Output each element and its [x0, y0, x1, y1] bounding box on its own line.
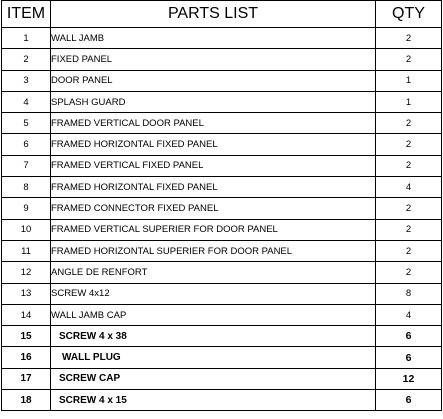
header-parts-list: PARTS LIST: [51, 1, 376, 28]
table-row: [2, 304, 442, 325]
item-number: 2: [2, 49, 51, 70]
table-row: [2, 91, 442, 112]
part-name: SCREW CAP: [51, 368, 376, 389]
part-qty: 6: [376, 347, 442, 368]
part-name: SCREW 4x12: [51, 283, 376, 304]
part-name: SCREW 4 x 15: [51, 390, 376, 411]
part-qty: 2: [376, 240, 442, 261]
part-name: FRAMED VERTICAL FIXED PANEL: [51, 155, 376, 176]
item-number: 11: [2, 240, 51, 261]
item-number: 15: [2, 326, 51, 347]
part-name: ANGLE DE RENFORT: [51, 262, 376, 283]
table-row: [2, 368, 442, 389]
item-number: 8: [2, 177, 51, 198]
table-row: [2, 155, 442, 176]
parts-list-table: [1, 0, 442, 411]
table-row: [2, 390, 442, 411]
header-item: ITEM: [2, 1, 51, 28]
table-row: [2, 326, 442, 347]
item-number: 4: [2, 91, 51, 112]
part-name: DOOR PANEL: [51, 70, 376, 91]
part-qty: 6: [376, 390, 442, 411]
part-qty: 4: [376, 304, 442, 325]
table-row: [2, 28, 442, 49]
item-number: 16: [2, 347, 51, 368]
part-qty: 2: [376, 49, 442, 70]
item-number: 10: [2, 219, 51, 240]
item-number: 13: [2, 283, 51, 304]
part-name: WALL JAMB: [51, 28, 376, 49]
part-qty: 1: [376, 91, 442, 112]
header-qty: QTY: [376, 1, 442, 28]
table-row: [2, 219, 442, 240]
part-name: FRAMED HORIZONTAL FIXED PANEL: [51, 177, 376, 198]
table-row: [2, 198, 442, 219]
part-name: FRAMED CONNECTOR FIXED PANEL: [51, 198, 376, 219]
part-name: SPLASH GUARD: [51, 91, 376, 112]
part-name: WALL PLUG: [51, 347, 376, 368]
part-name: FRAMED HORIZONTAL FIXED PANEL: [51, 134, 376, 155]
part-qty: 8: [376, 283, 442, 304]
table-body: [2, 28, 442, 411]
item-number: 6: [2, 134, 51, 155]
part-qty: 4: [376, 177, 442, 198]
part-name: FRAMED VERTICAL DOOR PANEL: [51, 113, 376, 134]
table-row: [2, 49, 442, 70]
table-row: [2, 177, 442, 198]
part-name: SCREW 4 x 38: [51, 326, 376, 347]
part-qty: 6: [376, 326, 442, 347]
part-qty: 2: [376, 198, 442, 219]
part-qty: 2: [376, 28, 442, 49]
part-qty: 1: [376, 70, 442, 91]
part-qty: 2: [376, 134, 442, 155]
header-row: [2, 1, 442, 28]
part-name: WALL JAMB CAP: [51, 304, 376, 325]
table-row: [2, 283, 442, 304]
part-name: FRAMED HORIZONTAL SUPERIER FOR DOOR PANEL: [51, 240, 376, 261]
part-qty: 2: [376, 155, 442, 176]
part-qty: 12: [376, 368, 442, 389]
item-number: 17: [2, 368, 51, 389]
item-number: 1: [2, 28, 51, 49]
part-qty: 2: [376, 219, 442, 240]
item-number: 3: [2, 70, 51, 91]
part-qty: 2: [376, 113, 442, 134]
item-number: 18: [2, 390, 51, 411]
table-row: [2, 240, 442, 261]
table-row: [2, 113, 442, 134]
table-row: [2, 262, 442, 283]
table-header: [2, 1, 442, 28]
part-qty: 2: [376, 262, 442, 283]
item-number: 5: [2, 113, 51, 134]
table-row: [2, 347, 442, 368]
part-name: FRAMED VERTICAL SUPERIER FOR DOOR PANEL: [51, 219, 376, 240]
item-number: 7: [2, 155, 51, 176]
part-name: FIXED PANEL: [51, 49, 376, 70]
table-row: [2, 134, 442, 155]
table-row: [2, 70, 442, 91]
item-number: 9: [2, 198, 51, 219]
item-number: 12: [2, 262, 51, 283]
item-number: 14: [2, 304, 51, 325]
